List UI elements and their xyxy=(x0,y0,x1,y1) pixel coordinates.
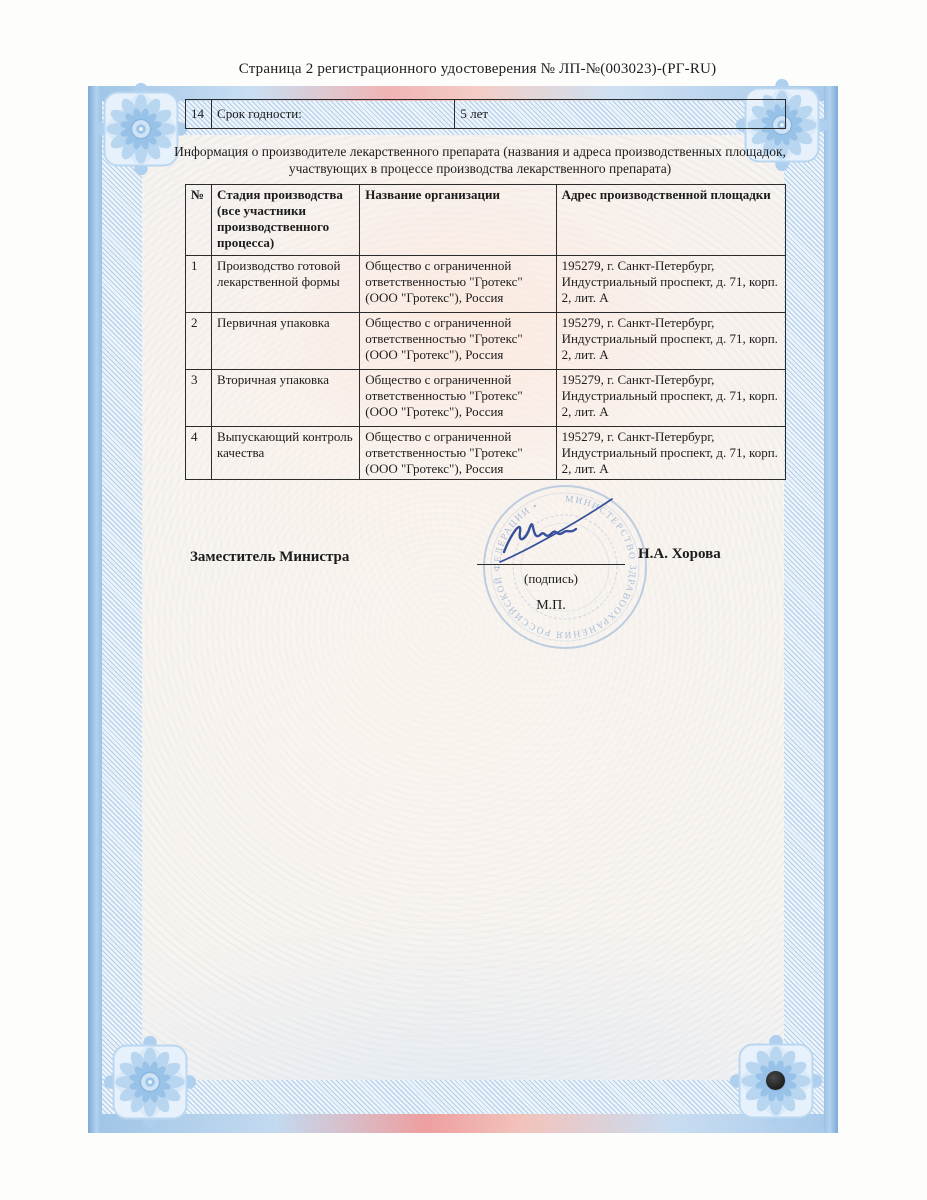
column-header-organization: Название организации xyxy=(360,185,556,256)
shelf-life-number: 14 xyxy=(186,100,212,129)
stamp-text: МИНИСТЕРСТВО ЗДРАВООХРАНЕНИЯ РОССИЙСКОЙ ФЕДЕРАЦИИ • xyxy=(492,494,638,640)
column-header-address: Адрес производственной площадки xyxy=(556,185,785,256)
corner-rosette-icon xyxy=(102,1034,198,1130)
signature-caption: (подпись) xyxy=(524,571,578,586)
seal-caption: М.П. xyxy=(536,598,566,613)
row-stage: Производство готовой лекарственной формы xyxy=(212,256,360,313)
row-address: 195279, г. Санкт-Петербург, Индустриальный проспект, д. 71, корп. 2, лит. А xyxy=(556,427,785,480)
row-stage: Первичная упаковка xyxy=(212,313,360,370)
border-hatch-bottom xyxy=(102,1080,824,1114)
table-row xyxy=(186,256,786,313)
hole-punch-dot xyxy=(766,1071,785,1090)
row-address: 195279, г. Санкт-Петербург, Индустриальный проспект, д. 71, корп. 2, лит. А xyxy=(556,256,785,313)
column-header-stage: Стадия производства (все участники производственного процесса) xyxy=(212,185,360,256)
table-row xyxy=(186,313,786,370)
row-organization: Общество с ограниченной ответственностью "Гротекс" (ООО "Гротекс"), Россия xyxy=(360,256,556,313)
border-strip-right xyxy=(824,86,838,1133)
row-address: 195279, г. Санкт-Петербург, Индустриальный проспект, д. 71, корп. 2, лит. А xyxy=(556,370,785,427)
table-header-row xyxy=(186,185,786,256)
production-table xyxy=(185,184,786,480)
row-num: 3 xyxy=(186,370,212,427)
table-row xyxy=(186,427,786,480)
border-hatch-left xyxy=(102,101,142,1114)
signer-name: Н.А. Хорова xyxy=(638,546,721,562)
shelf-life-table xyxy=(185,99,786,129)
shelf-life-label: Срок годности: xyxy=(212,100,455,129)
row-organization: Общество с ограниченной ответственностью "Гротекс" (ООО "Гротекс"), Россия xyxy=(360,313,556,370)
row-num: 1 xyxy=(186,256,212,313)
row-stage: Выпускающий контроль качества xyxy=(212,427,360,480)
border-strip-left xyxy=(88,86,102,1133)
column-header-num: № xyxy=(186,185,212,256)
shelf-life-row xyxy=(186,100,786,129)
table-row xyxy=(186,370,786,427)
row-num: 2 xyxy=(186,313,212,370)
page-title: Страница 2 регистрационного удостоверения № ЛП-№(003023)-(РГ-RU) xyxy=(238,61,717,77)
row-organization: Общество с ограниченной ответственностью "Гротекс" (ООО "Гротекс"), Россия xyxy=(360,427,556,480)
row-stage: Вторичная упаковка xyxy=(212,370,360,427)
border-band-bottom xyxy=(88,1114,838,1133)
handwritten-signature xyxy=(494,494,618,570)
deputy-minister-title: Заместитель Министра xyxy=(190,549,350,565)
row-address: 195279, г. Санкт-Петербург, Индустриальный проспект, д. 71, корп. 2, лит. А xyxy=(556,313,785,370)
row-organization: Общество с ограниченной ответственностью "Гротекс" (ООО "Гротекс"), Россия xyxy=(360,370,556,427)
border-hatch-right xyxy=(784,101,824,1114)
shelf-life-value: 5 лет xyxy=(455,100,786,129)
row-num: 4 xyxy=(186,427,212,480)
manufacturer-intro: Информация о производителе лекарственного препарата (названия и адреса производственных площадок, участвующих в процессе производства лекарственного препарата) xyxy=(174,144,786,176)
